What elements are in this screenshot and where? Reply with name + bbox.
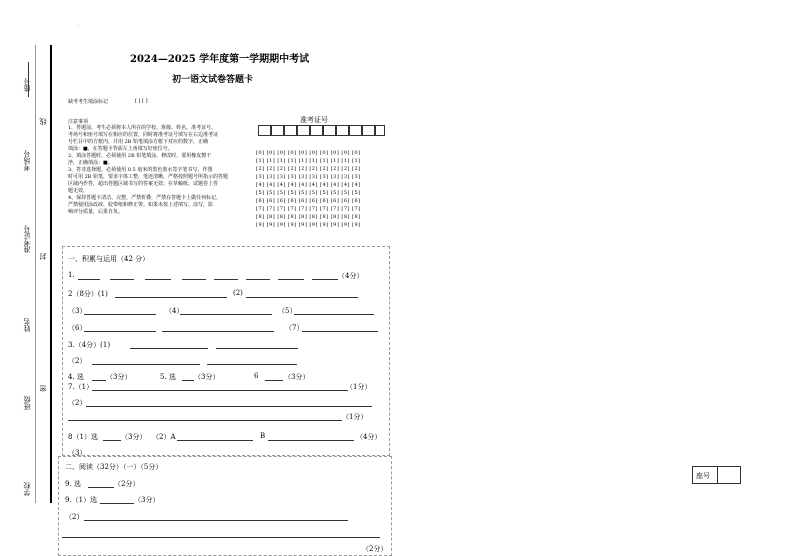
- q1-blank[interactable]: [312, 279, 338, 280]
- card-subtitle: 初一语文试卷答题卡: [172, 75, 254, 85]
- q2-4-blank[interactable]: [180, 314, 272, 315]
- notes-line: 1、答题前，考生必须将本人所在的学校、班级、姓名、准考证号、: [68, 125, 217, 131]
- notes-line: 净，正确填涂：■。: [68, 160, 113, 166]
- bubble-row-3[interactable]: [3] [3] [3] [3] [3] [3] [3] [3] [3] [3]: [256, 174, 361, 180]
- binding-line: [50, 45, 52, 503]
- q2-7-label: （7）: [285, 324, 304, 332]
- q2-5-label: （5）: [278, 307, 297, 315]
- digit-box[interactable]: [310, 125, 323, 136]
- q2-6-blank[interactable]: [84, 331, 156, 332]
- notes-line: 填涂：■，在答题卡背面左上角填写好座位号。: [68, 146, 173, 152]
- q3-1-blank-2[interactable]: [216, 348, 298, 349]
- q7-label: 7.（1）: [68, 383, 94, 391]
- q8-b-blank[interactable]: [268, 440, 354, 441]
- q7-2-blank[interactable]: [86, 406, 372, 407]
- admission-label: 准考证号: [23, 225, 31, 253]
- class-label: 班级: [23, 396, 31, 410]
- digit-box[interactable]: [297, 125, 310, 136]
- absent-marker-label: 缺考考生填涂标记: [68, 99, 109, 105]
- line-label: 线: [39, 118, 47, 125]
- notes-line: 响评分质量，后果自负。: [68, 209, 124, 215]
- q1-score: （4分）: [338, 272, 364, 280]
- digit-box[interactable]: [362, 125, 375, 136]
- digit-box[interactable]: [375, 125, 385, 136]
- q4-score: （3分）: [106, 373, 132, 381]
- admission-title: 准考证号: [300, 116, 328, 124]
- q1-blank[interactable]: [110, 279, 134, 280]
- seat-label: 座号: [23, 78, 31, 92]
- bubble-row-8[interactable]: [8] [8] [8] [8] [8] [8] [8] [8] [8] [8]: [256, 214, 361, 220]
- corner-mark: ..: [76, 22, 80, 28]
- secret-label: 密: [39, 385, 47, 392]
- q3-label: 3.（4分）(1): [68, 341, 111, 349]
- q8-2-label: （2）A: [152, 433, 176, 441]
- q9-blank[interactable]: [88, 487, 114, 488]
- section-1-heading: 一、积累与运用（42 分）: [68, 255, 150, 263]
- notes-line: 时可用 2B 铅笔，要求字体工整，笔迹清晰，严格按照题号所指示的答题: [68, 174, 229, 180]
- q3-2-blank[interactable]: [92, 364, 200, 365]
- digit-box[interactable]: [323, 125, 336, 136]
- q7-score: （1分）: [346, 383, 372, 391]
- q2-1-blank[interactable]: [115, 297, 227, 298]
- notes-line: 考场号和座号填写在相应的位置，同时将准考证号填写在右边准考证: [68, 132, 219, 138]
- q6-score: （3分）: [284, 373, 310, 381]
- q5-blank[interactable]: [182, 380, 194, 381]
- q3-2-blank-2[interactable]: [207, 364, 297, 365]
- q1-blank[interactable]: [278, 279, 304, 280]
- q7-2-score: （1分）: [342, 413, 368, 421]
- notes-line: 区域内作答，超出答题区域书写的答案无效；在草稿纸、试题卷上答: [68, 181, 219, 187]
- notes-line: 4、保持答题卡清洁、完整，严禁折叠，严禁在答题卡上做任何标记，: [68, 195, 222, 201]
- digit-box[interactable]: [271, 125, 284, 136]
- q2-7-blank[interactable]: [302, 331, 378, 332]
- seat-box-divider: [717, 467, 718, 483]
- seat-line: [28, 62, 29, 97]
- q2-2-label: (2): [233, 289, 243, 297]
- q1-blank[interactable]: [182, 279, 206, 280]
- q7-2-blank-2[interactable]: [68, 420, 342, 421]
- q1-blank[interactable]: [214, 279, 238, 280]
- q9b-2-blank[interactable]: [84, 520, 348, 521]
- q1-blank[interactable]: [78, 279, 100, 280]
- notes-line: 严禁使用涂改液、胶带纸和修正带。如果未按上述填写、涂写，影: [68, 202, 214, 208]
- q8-1-blank[interactable]: [103, 440, 121, 441]
- q2-3-blank[interactable]: [84, 314, 156, 315]
- q9b-score: （3分）: [134, 496, 160, 504]
- exam-room-label: 考场号: [23, 150, 31, 171]
- q7-2-label: （2）: [68, 399, 87, 407]
- absent-marker-box[interactable]: [ ] [ ]: [135, 98, 148, 104]
- q9b-2-blank-2[interactable]: [62, 537, 380, 538]
- bubble-row-7[interactable]: [7] [7] [7] [7] [7] [7] [7] [7] [7] [7]: [256, 206, 361, 212]
- notes-line: 题无效。: [68, 188, 89, 194]
- q9b-2-score: （2分）: [362, 545, 388, 553]
- q4-blank[interactable]: [92, 380, 106, 381]
- q2-2-blank[interactable]: [246, 297, 358, 298]
- bubble-row-2[interactable]: [2] [2] [2] [2] [2] [2] [2] [2] [2] [2]: [256, 166, 361, 172]
- bubble-row-9[interactable]: [9] [9] [9] [9] [9] [9] [9] [9] [9] [9]: [256, 222, 361, 228]
- q3-1-blank[interactable]: [130, 348, 208, 349]
- bubble-row-5[interactable]: [5] [5] [5] [5] [5] [5] [5] [5] [5] [5]: [256, 190, 361, 196]
- q2-5-blank[interactable]: [294, 314, 374, 315]
- exam-title: 2024—2025 学年度第一学期期中考试: [130, 54, 310, 65]
- q4-label: 4. 选: [68, 373, 84, 381]
- notes-body: [68, 125, 253, 216]
- q1-blank[interactable]: [246, 279, 270, 280]
- q2-label: 2（8分）(1): [68, 290, 108, 298]
- q2-6-blank-2[interactable]: [162, 331, 274, 332]
- notes-line: 3、答非选择题，必须使用 0.5 毫米的黑色墨水签字笔书写，作图: [68, 167, 213, 173]
- q6-blank[interactable]: [265, 380, 283, 381]
- q9-score: （2分）: [114, 480, 140, 488]
- name-label: 姓名: [23, 318, 31, 332]
- q7-1-blank[interactable]: [92, 390, 348, 391]
- digit-box[interactable]: [284, 125, 297, 136]
- binding-dash-line: [35, 45, 36, 503]
- q9b-label: 9.（1）选: [65, 496, 98, 504]
- q9b-blank[interactable]: [100, 503, 134, 504]
- digit-box[interactable]: [258, 125, 271, 136]
- q9-label: 9. 选: [65, 480, 81, 488]
- admission-bubbles[interactable]: [256, 150, 386, 230]
- q3-2-label: （2）: [68, 357, 87, 365]
- q8-3-label: （3）: [68, 449, 87, 457]
- school-label: 学校: [23, 482, 31, 496]
- q1-label: 1.: [68, 271, 75, 279]
- digit-box[interactable]: [336, 125, 349, 136]
- q2-4-label: （4）: [165, 307, 184, 315]
- bubble-row-0[interactable]: [0] [0] [0] [0] [0] [0] [0] [0] [0] [0]: [256, 150, 361, 156]
- q2-6-label: （6）: [68, 324, 87, 332]
- seal-label: 封: [39, 253, 47, 260]
- q6-label: 6: [254, 372, 259, 380]
- bubble-row-1[interactable]: [1] [1] [1] [1] [1] [1] [1] [1] [1] [1]: [256, 158, 361, 164]
- q8-2-score: （4分）: [356, 433, 382, 441]
- notes-line: 号栏目中的方框内，并用 2B 铅笔填涂方框下对应的数字，正确: [68, 139, 209, 145]
- digit-box[interactable]: [349, 125, 362, 136]
- notes-line: 2、填涂答题时，必须使用 2B 铅笔填涂，修改时，要用橡皮擦干: [68, 153, 212, 159]
- q1-blank[interactable]: [145, 279, 171, 280]
- bubble-row-4[interactable]: [4] [4] [4] [4] [4] [4] [4] [4] [4] [4]: [256, 182, 361, 188]
- q2-3-label: （3）: [68, 307, 87, 315]
- notes-title: 注意事项: [68, 119, 89, 125]
- q5-score: （3分）: [194, 373, 220, 381]
- q8-label: 8（1）选: [68, 433, 98, 441]
- q9b-2-label: （2）: [65, 513, 84, 521]
- q8-score: （3分）: [121, 433, 147, 441]
- q5-label: 5. 选: [160, 373, 176, 381]
- q8-a-blank[interactable]: [177, 440, 253, 441]
- seat-box-label: 座号: [696, 472, 710, 480]
- bubble-row-6[interactable]: [6] [6] [6] [6] [6] [6] [6] [6] [6] [6]: [256, 198, 361, 204]
- section-2-heading: 二、阅读（32分）（一）（5分）: [65, 463, 163, 471]
- q8-b-label: B: [260, 432, 266, 440]
